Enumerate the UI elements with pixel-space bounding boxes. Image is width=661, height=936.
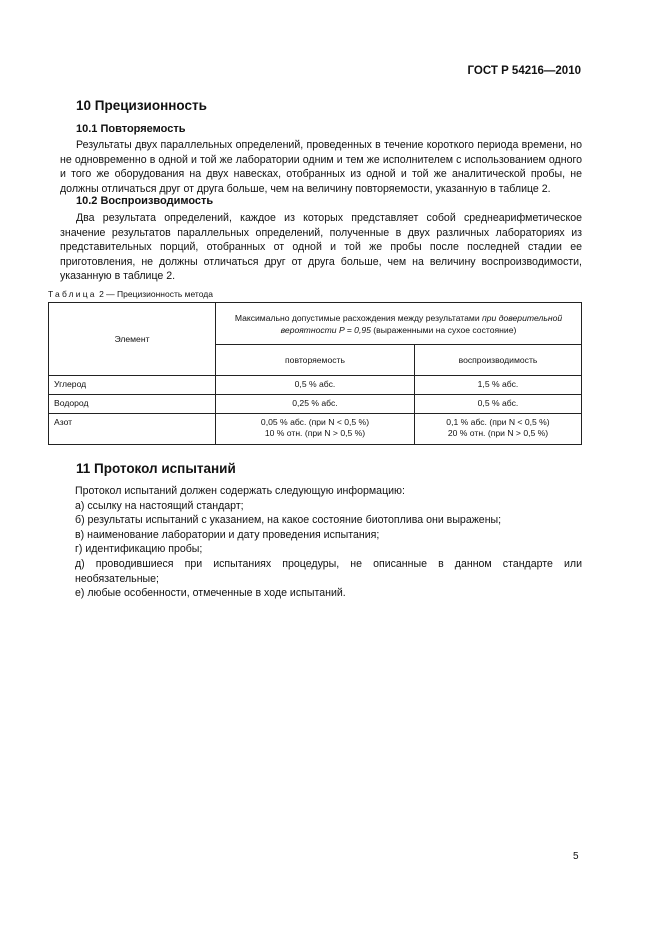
header-max-plain: Максимально допустимые расхождения между результатами	[234, 312, 483, 323]
cell-reproducibility: 0,5 % абс.	[414, 395, 581, 414]
table-row	[49, 395, 582, 414]
header-reproducibility: воспроизводимость	[414, 345, 581, 376]
header-max-italic: при доверительной вероятности P = 0,95	[280, 312, 563, 335]
page-number: 5	[573, 851, 579, 862]
header-max-discrepancy	[216, 303, 582, 345]
cell-reproducibility-line-1: 0,1 % абс. (при N < 0,5 %)	[446, 417, 550, 427]
cell-reproducibility	[414, 414, 581, 445]
cell-repeatability-line-1: 0,05 % абс. (при N < 0,5 %)	[260, 417, 370, 427]
subsection-10-2-text: Два результата определений, каждое из которых представляет собой среднеарифметическое значение результатов параллельных определений, полученные в двух различных лабораториях из представительных порций, отобранных от одной и той же пробы после последней стадии ее приготовления, не должны отличаться друг от друга больше, чем на величину воспроизводимости, указанную в таблице 2.	[60, 212, 582, 283]
cell-reproducibility: 1,5 % абс.	[414, 376, 581, 395]
list-item: а) ссылку на настоящий стандарт;	[75, 499, 244, 512]
document-id: ГОСТ Р 54216—2010	[467, 65, 581, 77]
protocol-list	[75, 484, 582, 601]
section-10-title: 10 Прецизионность	[76, 98, 207, 113]
subsection-10-2-title: 10.2 Воспроизводимость	[76, 195, 214, 207]
list-item	[60, 557, 582, 586]
table-caption-title: 2 — Прецизионность метода	[96, 289, 213, 299]
table-row	[49, 376, 582, 395]
table-caption	[48, 289, 213, 299]
section-11-title: 11 Протокол испытаний	[76, 461, 236, 476]
subsection-10-1-title: 10.1 Повторяемость	[76, 123, 186, 135]
list-item: е) любые особенности, отмеченные в ходе испытаний.	[75, 587, 346, 600]
table-caption-word: Таблица	[48, 289, 97, 299]
table-row	[49, 414, 582, 445]
cell-repeatability: 0,25 % абс.	[216, 395, 415, 414]
subsection-10-1-text: Результаты двух параллельных определений, проведенных в течение короткого периода времени, но не одновременно в одной и той же лаборатории одним и тем же исполнителем с использованием одного и того же оборудования на двух навесках, отобранных из одной и той же аналитической пробы, не должны отличаться друг от друга больше, чем на величину повторяемости, указанную в таблице 2.	[60, 139, 582, 195]
cell-reproducibility-line-2: 20 % отн. (при N > 0,5 %)	[447, 428, 549, 438]
cell-element: Азот	[49, 414, 216, 445]
cell-element: Водород	[49, 395, 216, 414]
cell-element: Углерод	[49, 376, 216, 395]
list-item: б) результаты испытаний с указанием, на какое состояние биотоплива они выражены;	[75, 514, 502, 527]
header-max-tail: (выраженными на сухое состояние)	[370, 324, 517, 335]
precision-table	[48, 302, 582, 445]
cell-repeatability: 0,5 % абс.	[216, 376, 415, 395]
header-repeatability: повторяемость	[216, 345, 415, 376]
header-element: Элемент	[49, 303, 216, 376]
cell-repeatability	[216, 414, 415, 445]
list-item: г) идентификацию пробы;	[75, 543, 203, 556]
list-item: в) наименование лаборатории и дату проведения испытания;	[75, 528, 380, 541]
cell-repeatability-line-2: 10 % отн. (при N > 0,5 %)	[264, 428, 366, 438]
protocol-intro: Протокол испытаний должен содержать следующую информацию:	[75, 485, 405, 497]
list-item-text: д) проводившиеся при испытаниях процедуры, не описанные в данном стандарте или необязательные;	[75, 557, 582, 585]
